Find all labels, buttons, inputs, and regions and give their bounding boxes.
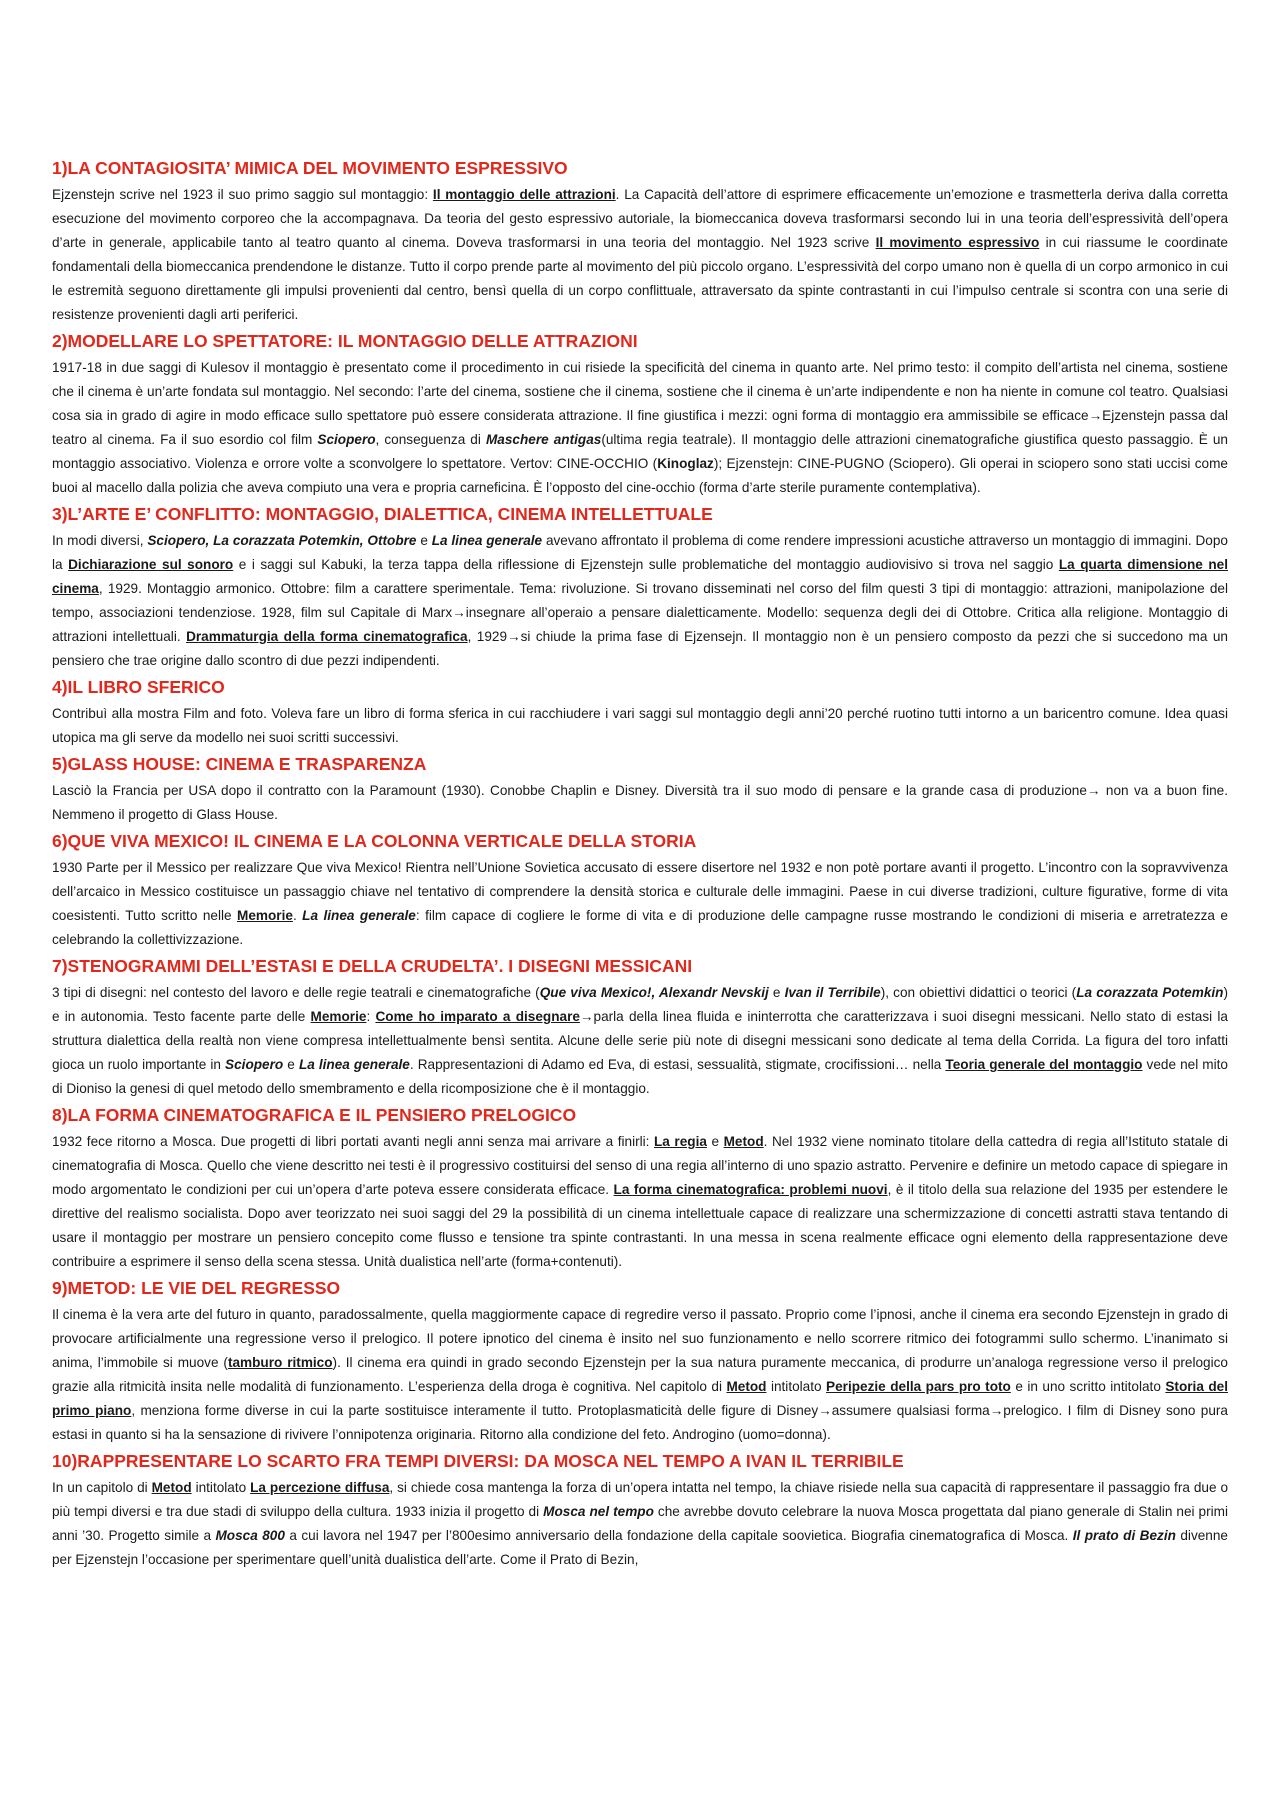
underlined-title: Dichiarazione sul sonoro <box>68 557 234 572</box>
section-body <box>52 1130 1228 1274</box>
body-text: 1932 fece ritorno a Mosca. Due progetti di libri portati avanti negli anni senza mai arrivare a finirli: <box>52 1134 654 1149</box>
body-text: avevano affrontato il problema di come rendere impressioni acustiche attraverso un montaggio di immagini. Dopo la <box>52 533 1228 572</box>
body-text: a cui lavora nel 1947 per l’800esimo anniversario della fondazione della capitale soovietica. Biografia cinematografica di Mosca. <box>284 1528 1073 1543</box>
italic-title: Sciopero <box>317 432 376 447</box>
section-heading: 4)IL LIBRO SFERICO <box>52 677 225 697</box>
italic-title: Maschere antigas <box>485 432 602 447</box>
body-text: , 1929→si chiude la prima fase di Ejzensejn. Il montaggio non è un pensiero composto da pezzi che si succedono ma un pensiero che trae origine dallo scontro di due pezzi indipendenti. <box>52 629 1228 668</box>
underlined-title: Metod <box>151 1480 192 1495</box>
section-body <box>52 529 1228 673</box>
section-body <box>52 779 1228 827</box>
section-1 <box>52 156 1228 327</box>
italic-title: Que viva Mexico!, Alexandr Nevskij <box>539 985 769 1000</box>
body-text: , 1929. Montaggio armonico. Ottobre: film a carattere sperimentale. Tema: rivoluzione. Si trovano disseminati nel corso del film questi 3 tipi di montaggio: attrazioni, manipolazione del tempo, associazioni tendenziose. 1928, film sul Capitale di Marx→insegnare all’operaio a pensare dialetticamente. Modello: sequenza degli dei di Ottobre. Critica alla religione. Montaggio di attrazioni intellettuali. <box>52 581 1228 644</box>
section-10 <box>52 1449 1228 1572</box>
underlined-title: Teoria generale del montaggio <box>945 1057 1143 1072</box>
section-heading: 8)LA FORMA CINEMATOGRAFICA E IL PENSIERO PRELOGICO <box>52 1105 577 1125</box>
italic-title: Mosca 800 <box>215 1528 285 1543</box>
body-text: 3 tipi di disegni: nel contesto del lavoro e delle regie teatrali e cinematografiche ( <box>52 985 540 1000</box>
body-text: e <box>768 985 785 1000</box>
underlined-title: tamburo ritmico <box>227 1355 333 1370</box>
section-body <box>52 183 1228 327</box>
body-text: , conseguenza di <box>375 432 486 447</box>
underlined-title: Come ho imparato a disegnare <box>375 1009 580 1024</box>
section-3 <box>52 502 1228 673</box>
body-text: Contribuì alla mostra Film and foto. Voleva fare un libro di forma sferica in cui racchiudere i vari saggi sul montaggio degli anni’20 perché ruotino tutti intorno a un baricentro comune. Idea quasi utopica ma gli serve da modello nei suoi scritti successivi. <box>52 706 1228 745</box>
body-text: e i saggi sul Kabuki, la terza tappa della riflessione di Ejzenstejn sulle problematiche del montaggio audiovisivo si trova nel saggio <box>233 557 1059 572</box>
body-text: Il cinema è la vera arte del futuro in quanto, paradossalmente, quella maggiormente capace di regredire verso il passato. Proprio come l’ipnosi, anche il cinema era secondo Ejzenstejn in grado di provocare artificialmente una regressione verso il prelogico. Il potere ipnotico del cinema è insito nel suo funzionamento e nello scorrere ritmico dei fotogrammi sullo schermo. L’inanimato si anima, l’immobile si muove ( <box>52 1307 1228 1370</box>
italic-title: Sciopero, La corazzata Potemkin, Ottobre <box>147 533 417 548</box>
section-4 <box>52 675 1228 750</box>
underlined-title: Storia del primo piano <box>52 1379 1228 1418</box>
underlined-title: La percezione diffusa <box>250 1480 390 1495</box>
body-text: e in uno scritto intitolato <box>1010 1379 1166 1394</box>
body-text: , è il titolo della sua relazione del 1935 per estendere le direttive del realismo socialista. Dopo aver teorizzato nei suoi saggi del 29 la possibilità di un cinema intellettuale capace di realizzare una schermizzazione di concetti astratti stava tentando di usare il montaggio per mostrare un pensiero concepito come flusso e tensione tra spinte contrastanti. In una messa in scena realmente efficace ogni elemento della rappresentazione deve contribuire a esprimere il senso della scena stessa. Unità dualistica nell’arte (forma+contenuti). <box>52 1182 1228 1269</box>
italic-title: La linea generale <box>298 1057 410 1072</box>
section-heading: 10)RAPPRESENTARE LO SCARTO FRA TEMPI DIVERSI: DA MOSCA NEL TEMPO A IVAN IL TERRIBILE <box>52 1451 904 1471</box>
section-6 <box>52 829 1228 952</box>
body-text: intitolato <box>191 1480 251 1495</box>
body-text: ), con obiettivi didattici o teorici ( <box>880 985 1077 1000</box>
body-text: 1917-18 in due saggi di Kulesov il montaggio è presentato come il procedimento in cui risiede la specificità del cinema in quanto arte. Nel primo testo: il compito dell’artista nel cinema, sostiene che il cinema è un’arte fondata sul montaggio. Nel secondo: l’arte del cinema, sostiene che il cinema, sostiene che il cinema è un’arte indipendente e non ha niente in comune col teatro. Qualsiasi cosa sia in grado di agire in modo efficace sullo spettatore può essere considerata attrazione. Il fine giustifica i mezzi: ogni forma di montaggio era ammissibile se efficace→Ejzenstejn passa dal teatro al cinema. Fa il suo esordio col film <box>52 360 1228 447</box>
italic-title: La corazzata Potemkin <box>1076 985 1224 1000</box>
italic-title: Kinoglaz <box>657 456 714 471</box>
underlined-title: Metod <box>723 1134 764 1149</box>
section-body <box>52 356 1228 500</box>
body-text: e <box>283 1057 299 1072</box>
body-text: e <box>416 533 432 548</box>
section-body <box>52 702 1228 750</box>
underlined-title: Il montaggio delle attrazioni <box>432 187 616 202</box>
section-body <box>52 1303 1228 1447</box>
underlined-title: Memorie <box>310 1009 367 1024</box>
section-body <box>52 1476 1228 1572</box>
section-8 <box>52 1103 1228 1274</box>
italic-title: Mosca nel tempo <box>543 1504 654 1519</box>
section-body <box>52 981 1228 1101</box>
body-text: (ultima regia teatrale). Il montaggio delle attrazioni cinematografiche giustifica questo passaggio. È un montaggio associativo. Violenza e orrore volte a sconvolgere lo spettatore. Vertov: CINE-OCCHIO ( <box>52 432 1228 471</box>
section-heading: 7)STENOGRAMMI DELL’ESTASI E DELLA CRUDELTA’. I DISEGNI MESSICANI <box>52 956 693 976</box>
body-text: , si chiede cosa mantenga la forza di un’opera intatta nel tempo, la chiave risiede nella sua capacità di rappresentare il passaggio fra due o più tempi diversi e tra due stadi di sviluppo della cultura. 1933 inizia il progetto di <box>52 1480 1229 1519</box>
body-text: In modi diversi, <box>52 533 148 548</box>
body-text: . La Capacità dell’attore di esprimere efficacemente un’emozione e trasmetterla deriva dalla corretta esecuzione del movimento corporeo che la accompagnava. Da teoria del gesto espressivo autoriale, la biomeccanica doveva trasformarsi secondo lui in una teoria dell’espressività dell’opera d’arte in generale, applicabile tanto al teatro quanto al cinema. Doveva trasformarsi in una teoria del montaggio. Nel 1923 scrive <box>52 187 1228 250</box>
underlined-title: Drammaturgia della forma cinematografica <box>186 629 468 644</box>
section-heading: 9)METOD: LE VIE DEL REGRESSO <box>52 1278 341 1298</box>
body-text: . Rappresentazioni di Adamo ed Eva, di estasi, sessualità, stigmate, crocifissioni… nella <box>409 1057 946 1072</box>
section-heading: 1)LA CONTAGIOSITA’ MIMICA DEL MOVIMENTO ESPRESSIVO <box>52 158 568 178</box>
body-text: . <box>292 908 303 923</box>
section-9 <box>52 1276 1228 1447</box>
underlined-title: Il movimento espressivo <box>875 235 1040 250</box>
body-text: : <box>366 1009 376 1024</box>
section-5 <box>52 752 1228 827</box>
body-text: ). Il cinema era quindi in grado secondo Ejzenstejn per la sua natura puramente meccanica, di produrre un’analoga regressione verso il prelogico grazie alla ritmicità insita nelle modalità di funzionamento. L’esperienza della droga è cognitiva. Nel capitolo di <box>52 1355 1228 1394</box>
body-text: ) e in autonomia. Testo facente parte delle <box>52 985 1228 1024</box>
body-text: . Nel 1932 viene nominato titolare della cattedra di regia all’Istituto statale di cinematografia di Mosca. Quello che viene descritto nei testi è il progressivo costituirsi del senso di una regia all’interno di uno spazio astratto. Pervenire e definire un metodo capace di spiegare in modo argomentato le condizioni per cui un’opera d’arte poteva essere considerata efficace. <box>52 1134 1228 1197</box>
underlined-title: Metod <box>726 1379 767 1394</box>
section-heading: 6)QUE VIVA MEXICO! IL CINEMA E LA COLONNA VERTICALE DELLA STORIA <box>52 831 697 851</box>
underlined-title: Peripezie della pars pro toto <box>826 1379 1011 1394</box>
body-text: →parla della linea fluida e ininterrotta che caratterizzava i suoi disegni messicani. Nello stato di estasi la struttura dialettica della realtà non viene compresa intellettualmente bensì sentita. Alcune delle serie più note di disegni messicani sono dedicate al tema della Corrida. La figura del toro infatti gioca un ruolo importante in <box>52 1009 1228 1072</box>
section-heading: 2)MODELLARE LO SPETTATORE: IL MONTAGGIO DELLE ATTRAZIONI <box>52 331 638 351</box>
body-text: 1930 Parte per il Messico per realizzare Que viva Mexico! Rientra nell’Unione Sovietica accusato di essere disertore nel 1932 e non potè portare avanti il progetto. L’incontro con la sopravvivenza dell’arcaico in Messico costituisce un passaggio chiave nel tentativo di comprendere la densità storica e culturale delle immagini. Paese in cui diverse tradizioni, culture figurative, forme di vita coesistenti. Tutto scritto nelle <box>52 860 1228 923</box>
body-text: Lasciò la Francia per USA dopo il contratto con la Paramount (1930). Conobbe Chaplin e Disney. Diversità tra il suo modo di pensare e la grande casa di produzione→ non va a buon fine. Nemmeno il progetto di Glass House. <box>52 783 1228 822</box>
section-2 <box>52 329 1228 500</box>
body-text: intitolato <box>766 1379 827 1394</box>
underlined-title: La forma cinematografica: problemi nuovi <box>613 1182 888 1197</box>
italic-title: Ivan il Terribile <box>784 985 881 1000</box>
underlined-title: La regia <box>654 1134 707 1149</box>
underlined-title: Memorie <box>237 908 293 923</box>
body-text: che avrebbe dovuto celebrare la nuova Mosca progettata dal piano generale di Stalin nei primi anni ’30. Progetto simile a <box>52 1504 1228 1543</box>
body-text: , menziona forme diverse in cui la parte sostituisce interamente il tutto. Protoplasmaticità delle figure di Disney→assumere qualsiasi forma→prelogico. I film di Disney sono pura estasi in quanto si ha la sensazione di rivivere l’onnipotenza originaria. Ritorno alla condizione del feto. Androgino (uomo=donna). <box>52 1403 1228 1442</box>
body-text: : film capace di cogliere le forme di vita e di produzione delle campagne russe mostrando le condizioni di miseria e arretratezza e celebrando la collettivizzazione. <box>52 908 1228 947</box>
body-text: In un capitolo di <box>52 1480 152 1495</box>
body-text: ); Ejzenstejn: CINE-PUGNO (Sciopero). Gli operai in sciopero sono stati uccisi come buoi al macello dalla polizia che aveva compiuto una vera e propria carneficina. È l’opposto del cine-occhio (forma d’arte sterile puramente contemplativa). <box>52 456 1228 495</box>
section-body <box>52 856 1228 952</box>
body-text: in cui riassume le coordinate fondamentali della biomeccanica prendendone le distanze. Tutto il corpo prende parte al movimento del più piccolo organo. L’espressività del corpo umano non è quella di un corpo armonico in cui le estremità seguono direttamente gli impulsi provenienti dal centro, bensì quella di un corpo conflittuale, attraversato da spinte contrastanti in cui l’impulso centrale si scontra con una serie di resistenze provenienti dagli arti periferici. <box>52 235 1228 322</box>
italic-title: Sciopero <box>225 1057 284 1072</box>
italic-title: Il prato di Bezin <box>1072 1528 1176 1543</box>
underlined-title: La quarta dimensione nel cinema <box>52 557 1228 596</box>
body-text: Ejzenstejn scrive nel 1923 il suo primo saggio sul montaggio: <box>52 187 433 202</box>
italic-title: La linea generale <box>302 908 416 923</box>
body-text: divenne per Ejzenstejn l’occasione per sperimentare quell’unità dualistica dell’arte. Come il Prato di Bezin, <box>52 1528 1228 1567</box>
section-heading: 5)GLASS HOUSE: CINEMA E TRASPARENZA <box>52 754 427 774</box>
section-7 <box>52 954 1228 1101</box>
body-text: vede nel mito di Dioniso la genesi di quel metodo dello smembramento e della ricomposizione che è il montaggio. <box>52 1057 1228 1096</box>
italic-title: La linea generale <box>431 533 543 548</box>
section-heading: 3)L’ARTE E’ CONFLITTO: MONTAGGIO, DIALETTICA, CINEMA INTELLETTUALE <box>52 504 713 524</box>
body-text: e <box>706 1134 724 1149</box>
